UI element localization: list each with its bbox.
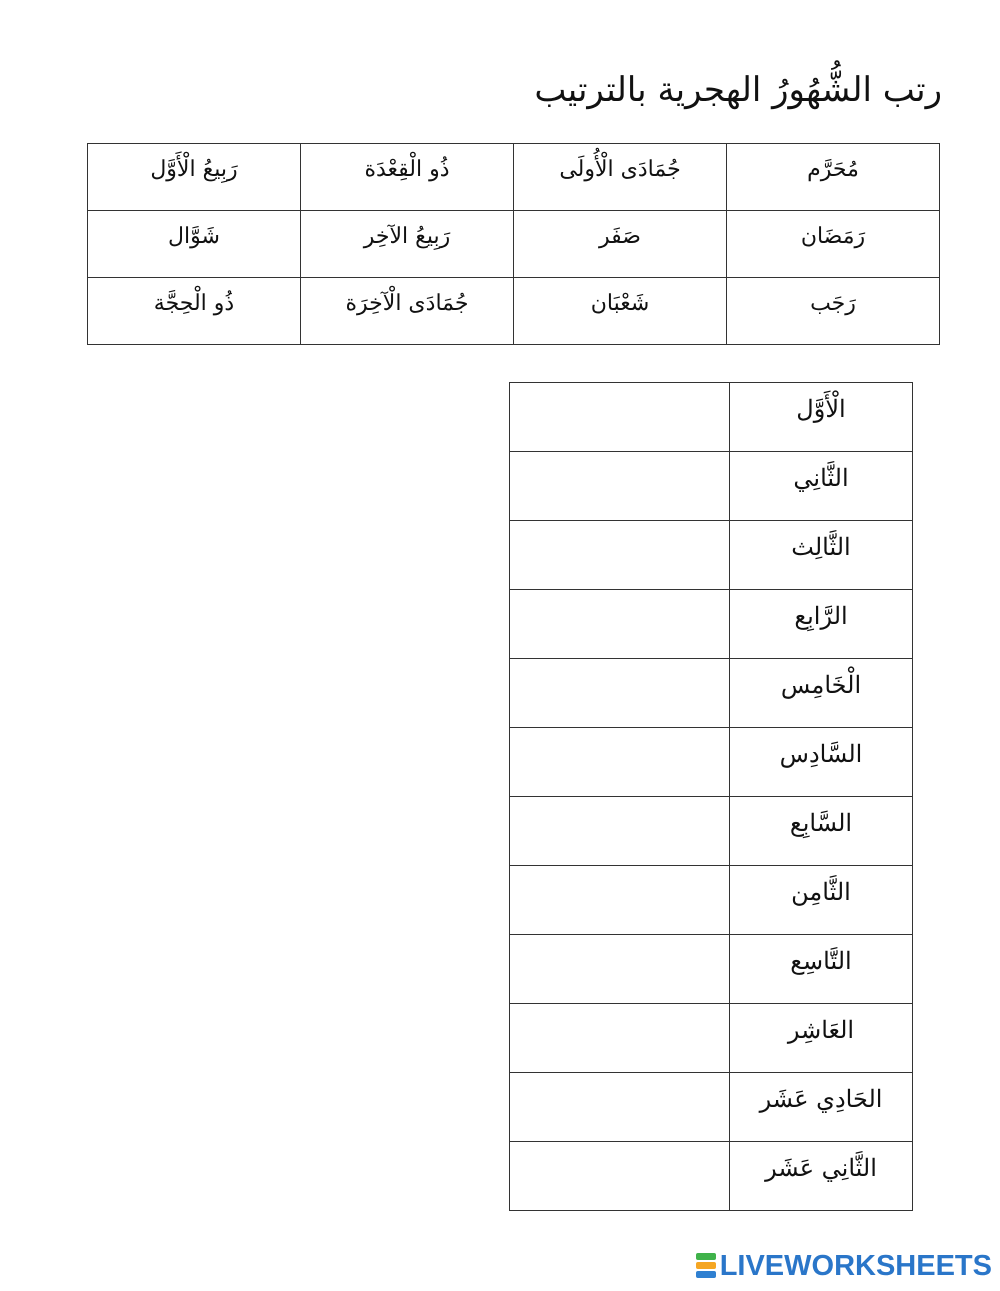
order-row [510, 1142, 913, 1211]
month-cell: رَبِيعُ الآخِر [301, 211, 514, 278]
answer-input-12[interactable] [510, 1142, 729, 1210]
liveworksheets-footer [696, 1251, 992, 1281]
order-row [510, 452, 913, 521]
month-cell: مُحَرَّم [727, 144, 940, 211]
month-cell: رَجَب [727, 278, 940, 345]
answer-cell[interactable] [510, 866, 730, 935]
order-row [510, 728, 913, 797]
month-cell: رَبِيعُ الْأَوَّل [88, 144, 301, 211]
month-cell: شَوَّال [88, 211, 301, 278]
answer-input-7[interactable] [510, 797, 729, 865]
ordinal-label: الرَّابِع [730, 590, 913, 659]
order-row [510, 659, 913, 728]
ordinal-label: التَّاسِع [730, 935, 913, 1004]
month-cell: جُمَادَى الْأُولَى [514, 144, 727, 211]
answer-cell[interactable] [510, 797, 730, 866]
ordinal-label: الثَّالِث [730, 521, 913, 590]
order-row [510, 866, 913, 935]
answer-cell[interactable] [510, 1004, 730, 1073]
months-row [88, 144, 940, 211]
order-row [510, 590, 913, 659]
order-row [510, 1004, 913, 1073]
order-row [510, 797, 913, 866]
months-row [88, 211, 940, 278]
answer-cell[interactable] [510, 728, 730, 797]
month-cell: ذُو الْحِجَّة [88, 278, 301, 345]
months-table [87, 143, 940, 345]
answer-input-10[interactable] [510, 1004, 729, 1072]
liveworksheets-logo-icon [696, 1253, 716, 1279]
brand-name: LIVEWORKSHEETS [719, 1250, 992, 1282]
month-cell: ذُو الْقِعْدَة [301, 144, 514, 211]
ordinal-label: الثَّانِي عَشَر [730, 1142, 913, 1211]
ordinal-label: الْخَامِس [730, 659, 913, 728]
ordinal-label: السَّابِع [730, 797, 913, 866]
answer-input-8[interactable] [510, 866, 729, 934]
month-cell: جُمَادَى الْآخِرَة [301, 278, 514, 345]
answer-cell[interactable] [510, 1142, 730, 1211]
ordinal-label: الثَّامِن [730, 866, 913, 935]
ordinal-label: العَاشِر [730, 1004, 913, 1073]
answer-input-2[interactable] [510, 452, 729, 520]
answer-input-9[interactable] [510, 935, 729, 1003]
answer-input-3[interactable] [510, 521, 729, 589]
ordinal-label: السَّادِس [730, 728, 913, 797]
ordinal-label: الْأَوَّل [730, 383, 913, 452]
month-cell: صَفَر [514, 211, 727, 278]
answer-cell[interactable] [510, 1073, 730, 1142]
answer-input-11[interactable] [510, 1073, 729, 1141]
answer-cell[interactable] [510, 383, 730, 452]
months-row [88, 278, 940, 345]
answer-cell[interactable] [510, 659, 730, 728]
answer-cell[interactable] [510, 521, 730, 590]
order-row [510, 935, 913, 1004]
answer-cell[interactable] [510, 935, 730, 1004]
month-cell: شَعْبَان [514, 278, 727, 345]
order-row [510, 521, 913, 590]
order-table [509, 382, 913, 1211]
order-row [510, 383, 913, 452]
answer-input-4[interactable] [510, 590, 729, 658]
ordinal-label: الثَّانِي [730, 452, 913, 521]
worksheet-title: رتب الشُّهُورُ الهجرية بالترتيب [534, 70, 942, 110]
answer-cell[interactable] [510, 590, 730, 659]
answer-input-5[interactable] [510, 659, 729, 727]
ordinal-label: الحَادِي عَشَر [730, 1073, 913, 1142]
answer-input-1[interactable] [510, 383, 729, 451]
answer-cell[interactable] [510, 452, 730, 521]
month-cell: رَمَضَان [727, 211, 940, 278]
order-row [510, 1073, 913, 1142]
answer-input-6[interactable] [510, 728, 729, 796]
